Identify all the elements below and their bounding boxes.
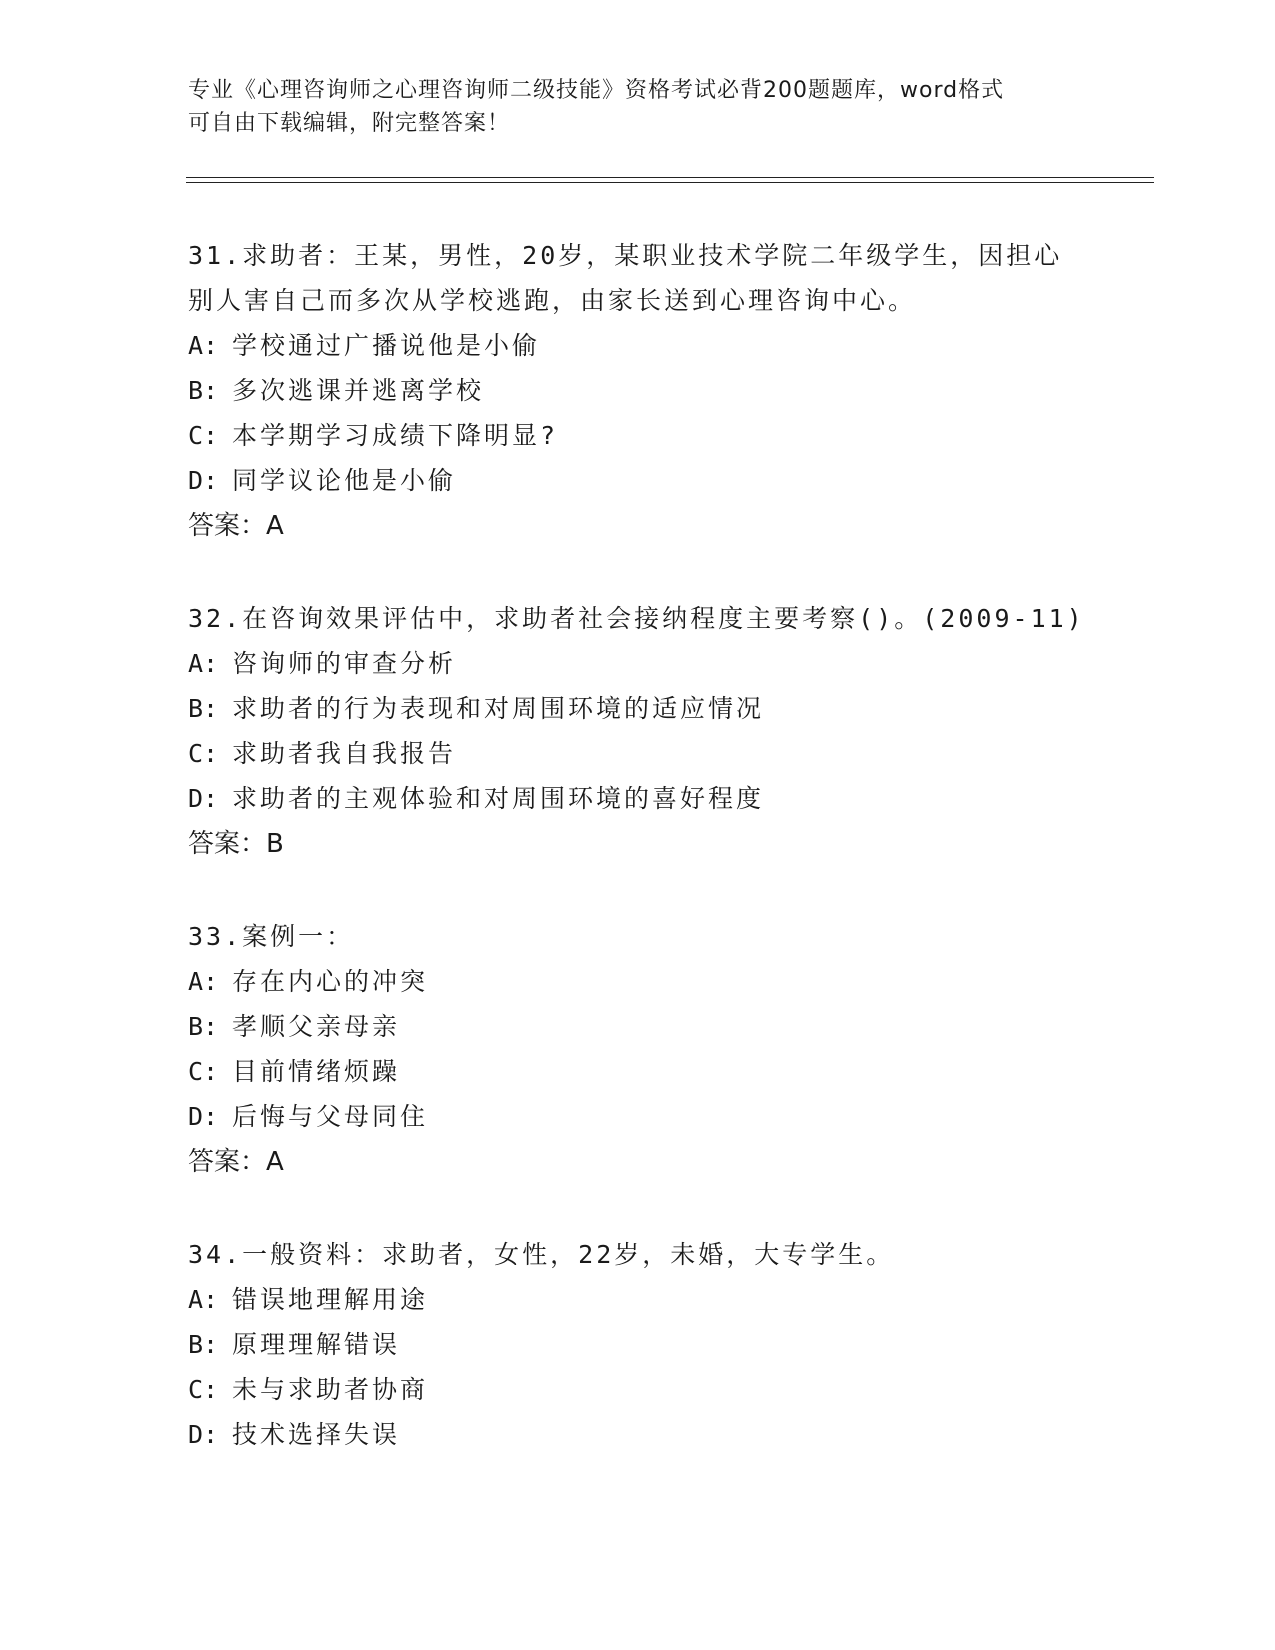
document-header	[188, 74, 1088, 140]
option-b	[188, 1322, 1148, 1367]
option-key: A:	[188, 967, 219, 996]
option-key: C:	[188, 1375, 219, 1404]
option-key: D:	[188, 784, 219, 813]
option-text: 目前情绪烦躁	[232, 1057, 401, 1086]
question-stem: 32.在咨询效果评估中，求助者社会接纳程度主要考察()。(2009-11)	[188, 604, 1085, 633]
question-stem: 34.一般资料：求助者，女性，22岁，未婚，大专学生。	[188, 1240, 895, 1269]
option-text: 孝顺父亲母亲	[232, 1012, 401, 1041]
answer: 答案：A	[188, 1147, 284, 1177]
question-31	[188, 233, 1148, 549]
option-text: 学校通过广播说他是小偷	[232, 331, 541, 360]
option-key: C:	[188, 421, 219, 450]
option-a	[188, 641, 1148, 686]
option-b	[188, 686, 1148, 731]
option-text: 求助者我自我报告	[232, 739, 457, 768]
option-d	[188, 1412, 1148, 1457]
option-text: 求助者的主观体验和对周围环境的喜好程度	[232, 784, 765, 813]
header-line-2: 可自由下载编辑，附完整答案！	[188, 111, 511, 136]
question-stem-continued: 别人害自己而多次从学校逃跑，由家长送到心理咨询中心。	[188, 286, 917, 315]
option-d	[188, 776, 1148, 821]
option-key: B:	[188, 1330, 219, 1359]
option-text: 咨询师的审查分析	[232, 649, 457, 678]
question-34	[188, 1232, 1148, 1457]
option-c	[188, 1049, 1148, 1094]
option-a	[188, 323, 1148, 368]
option-key: A:	[188, 649, 219, 678]
option-key: C:	[188, 1057, 219, 1086]
option-text: 后悔与父母同住	[232, 1102, 429, 1131]
option-b	[188, 368, 1148, 413]
option-c	[188, 731, 1148, 776]
option-text: 原理理解错误	[232, 1330, 401, 1359]
option-key: D:	[188, 1102, 219, 1131]
question-stem: 31.求助者：王某，男性，20岁，某职业技术学院二年级学生，因担心	[188, 241, 1063, 270]
option-key: C:	[188, 739, 219, 768]
option-text: 存在内心的冲突	[232, 967, 429, 996]
option-key: B:	[188, 1012, 219, 1041]
option-text: 本学期学习成绩下降明显?	[232, 421, 559, 450]
header-rule-top	[186, 177, 1154, 178]
option-a	[188, 1277, 1148, 1322]
option-c	[188, 413, 1148, 458]
option-text: 未与求助者协商	[232, 1375, 429, 1404]
answer: 答案：B	[188, 829, 284, 859]
option-text: 多次逃课并逃离学校	[232, 376, 485, 405]
option-b	[188, 1004, 1148, 1049]
option-d	[188, 458, 1148, 503]
question-33	[188, 914, 1148, 1185]
option-key: A:	[188, 1285, 219, 1314]
option-a	[188, 959, 1148, 1004]
question-32	[188, 596, 1148, 867]
option-key: D:	[188, 1420, 219, 1449]
option-key: A:	[188, 331, 219, 360]
option-c	[188, 1367, 1148, 1412]
header-rule-bottom	[186, 182, 1154, 183]
question-stem: 33.案例一：	[188, 922, 355, 951]
header-line-1: 专业《心理咨询师之心理咨询师二级技能》资格考试必背200题题库，word格式	[188, 78, 1005, 103]
option-d	[188, 1094, 1148, 1139]
option-key: D:	[188, 466, 219, 495]
option-text: 求助者的行为表现和对周围环境的适应情况	[232, 694, 765, 723]
option-text: 同学议论他是小偷	[232, 466, 457, 495]
option-key: B:	[188, 376, 219, 405]
option-text: 技术选择失误	[232, 1420, 401, 1449]
option-key: B:	[188, 694, 219, 723]
option-text: 错误地理解用途	[232, 1285, 429, 1314]
answer: 答案：A	[188, 511, 284, 541]
